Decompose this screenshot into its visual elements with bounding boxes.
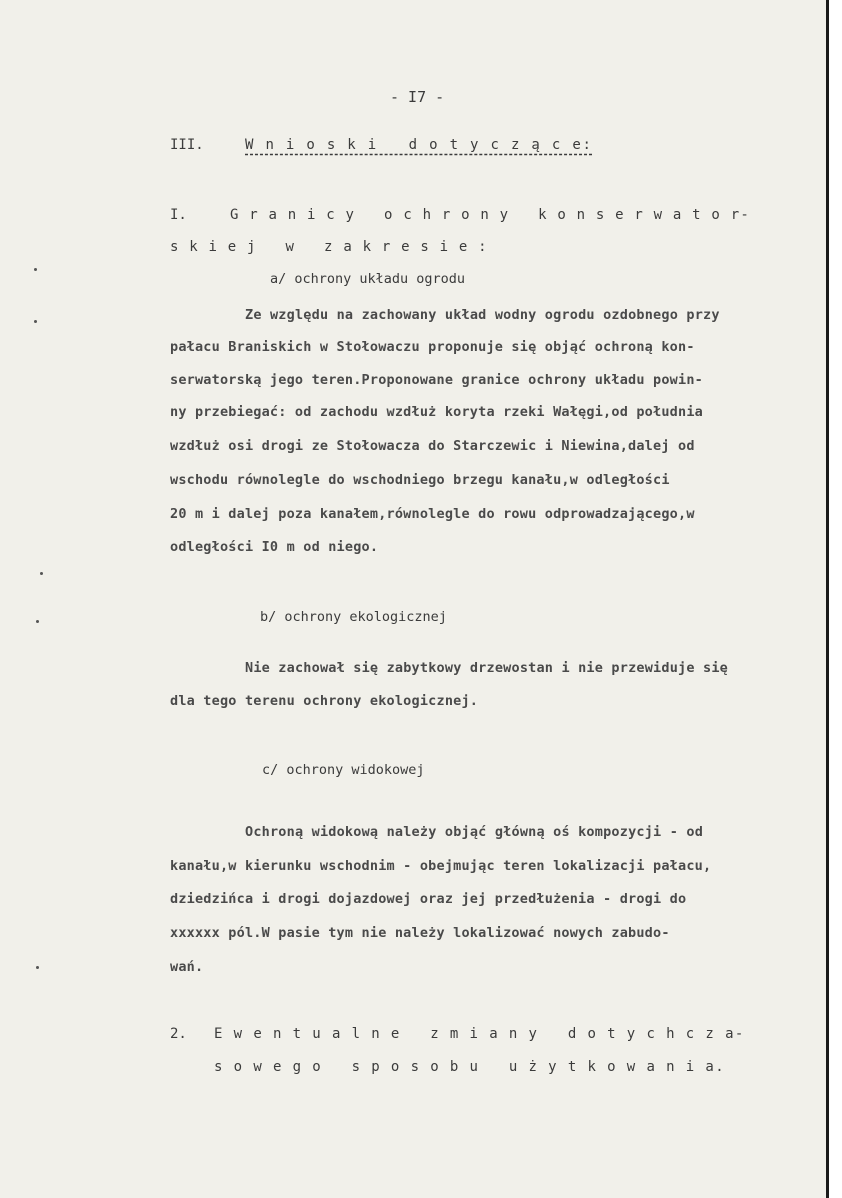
subsection-a-label: a/ ochrony układu ogrodu	[270, 271, 466, 287]
paragraph-c-line: wań.	[170, 959, 204, 975]
scan-speck	[36, 966, 39, 969]
paragraph-a-line: wschodu równolegle do wschodniego brzegu kanału,w odległości	[170, 472, 670, 488]
paragraph-a-line: ny przebiegać: od zachodu wzdłuż koryta rzeki Wałęgi,od południa	[170, 404, 703, 420]
scan-speck	[40, 572, 43, 575]
scan-speck	[34, 268, 37, 271]
paragraph-a-line: Ze względu na zachowany układ wodny ogrodu ozdobnego przy	[245, 307, 720, 323]
paragraph-a-line: odległości I0 m od niego.	[170, 539, 379, 555]
paragraph-b-line: dla tego terenu ochrony ekologicznej.	[170, 693, 479, 709]
section-2-heading-line2: s o w e g o s p o s o b u u ż y t k o w a n i a.	[214, 1059, 726, 1075]
scan-speck	[36, 620, 39, 623]
section-iii-title: W n i o s k i d o t y c z ą c e:	[245, 137, 593, 153]
paragraph-a-line: serwatorską jego teren.Proponowane granice ochrony układu powin-	[170, 372, 703, 388]
page-number: - I7 -	[390, 88, 445, 106]
section-2-heading-line1: E w e n t u a l n e z m i a n y d o t y c h c z a-	[214, 1026, 745, 1042]
subsection-c-label: c/ ochrony widokowej	[262, 762, 425, 778]
paragraph-c-line: xxxxxx pól.W pasie tym nie należy lokalizować nowych zabudo-	[170, 925, 670, 941]
section-2-number: 2.	[170, 1026, 187, 1042]
paragraph-b-line: Nie zachował się zabytkowy drzewostan i nie przewiduje się	[245, 660, 729, 676]
paragraph-c-line: kanału,w kierunku wschodnim - obejmując teren lokalizacji pałacu,	[170, 858, 712, 874]
paragraph-c-line: Ochroną widokową należy objąć główną oś kompozycji - od	[245, 824, 704, 840]
section-1-number: I.	[170, 207, 187, 223]
section-iii-numeral: III.	[170, 137, 204, 153]
section-1-heading-line2: s k i e j w z a k r e s i e :	[170, 239, 488, 255]
paragraph-a-line: pałacu Braniskich w Stołowaczu proponuje się objąć ochroną kon-	[170, 339, 695, 355]
subsection-b-label: b/ ochrony ekologicznej	[260, 609, 447, 625]
paragraph-a-line: 20 m i dalej poza kanałem,równolegle do rowu odprowadzającego,w	[170, 506, 695, 522]
paragraph-a-line: wzdłuż osi drogi ze Stołowacza do Starczewic i Niewina,dalej od	[170, 438, 695, 454]
scan-speck	[34, 320, 37, 323]
section-1-heading-line1: G r a n i c y o c h r o n y k o n s e r w a t o r-	[230, 207, 750, 223]
paragraph-c-line: dziedzińca i drogi dojazdowej oraz jej przedłużenia - drogi do	[170, 891, 687, 907]
